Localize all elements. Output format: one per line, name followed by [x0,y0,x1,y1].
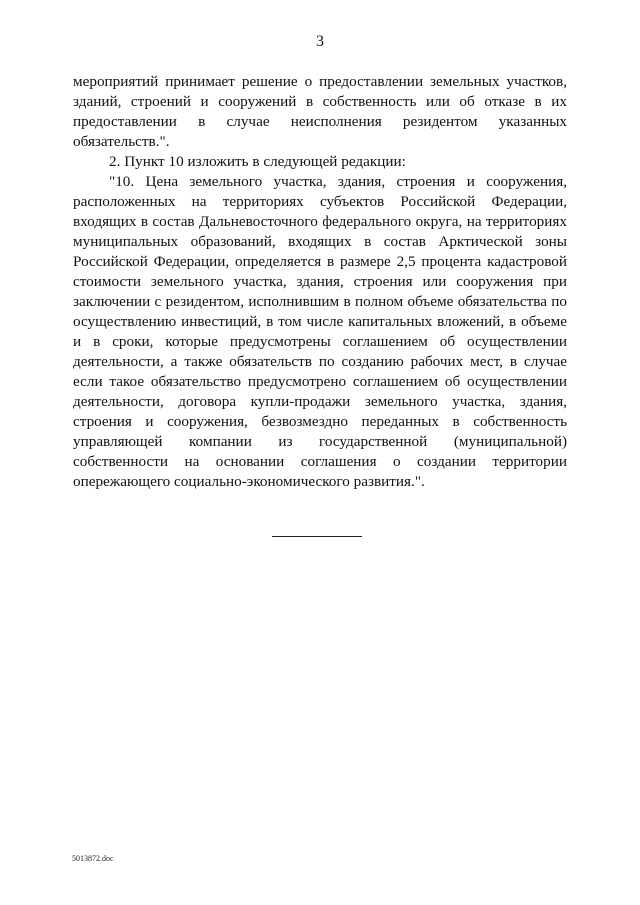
separator-line [272,536,362,537]
document-body [73,72,567,492]
paragraph-continuation: мероприятий принимает решение о предоставлении земельных участков, зданий, строений и сооружений в собственность или об отказе в их предоставлении в случае неисполнения резидентом указанных обязательств.". [73,73,567,150]
page-number: 3 [316,33,324,50]
footer-doc-code: 5013872.doc [72,854,114,863]
paragraph-point-10: "10. Цена земельного участка, здания, строения и сооружения, расположенных на территориях субъектов Российской Федерации, входящих в состав Дальневосточного федерального округа, на территориях муниципальных образований, входящих в состав Арктической зоны Российской Федерации, определяется в размере 2,5 процента кадастровой стоимости земельного участка, здания, строения или сооружения при заключении с резидентом, исполнившим в полном объеме обязательства по осуществлению инвестиций, в том числе капитальных вложений, в объеме и в сроки, которые предусмотрены соглашением об осуществлении деятельности, а также обязательств по созданию рабочих мест, в случае если такое обязательство предусмотрено соглашением об осуществлении деятельности, договора купли-продажи земельного участка, здания, строения и сооружения, безвозмездно переданных в собственность управляющей компании из государственной (муниципальной) собственности на основании соглашения о создании территории опережающего социально-экономического развития.". [73,173,567,490]
paragraph-amendment-instruction: 2. Пункт 10 изложить в следующей редакции: [109,153,406,170]
